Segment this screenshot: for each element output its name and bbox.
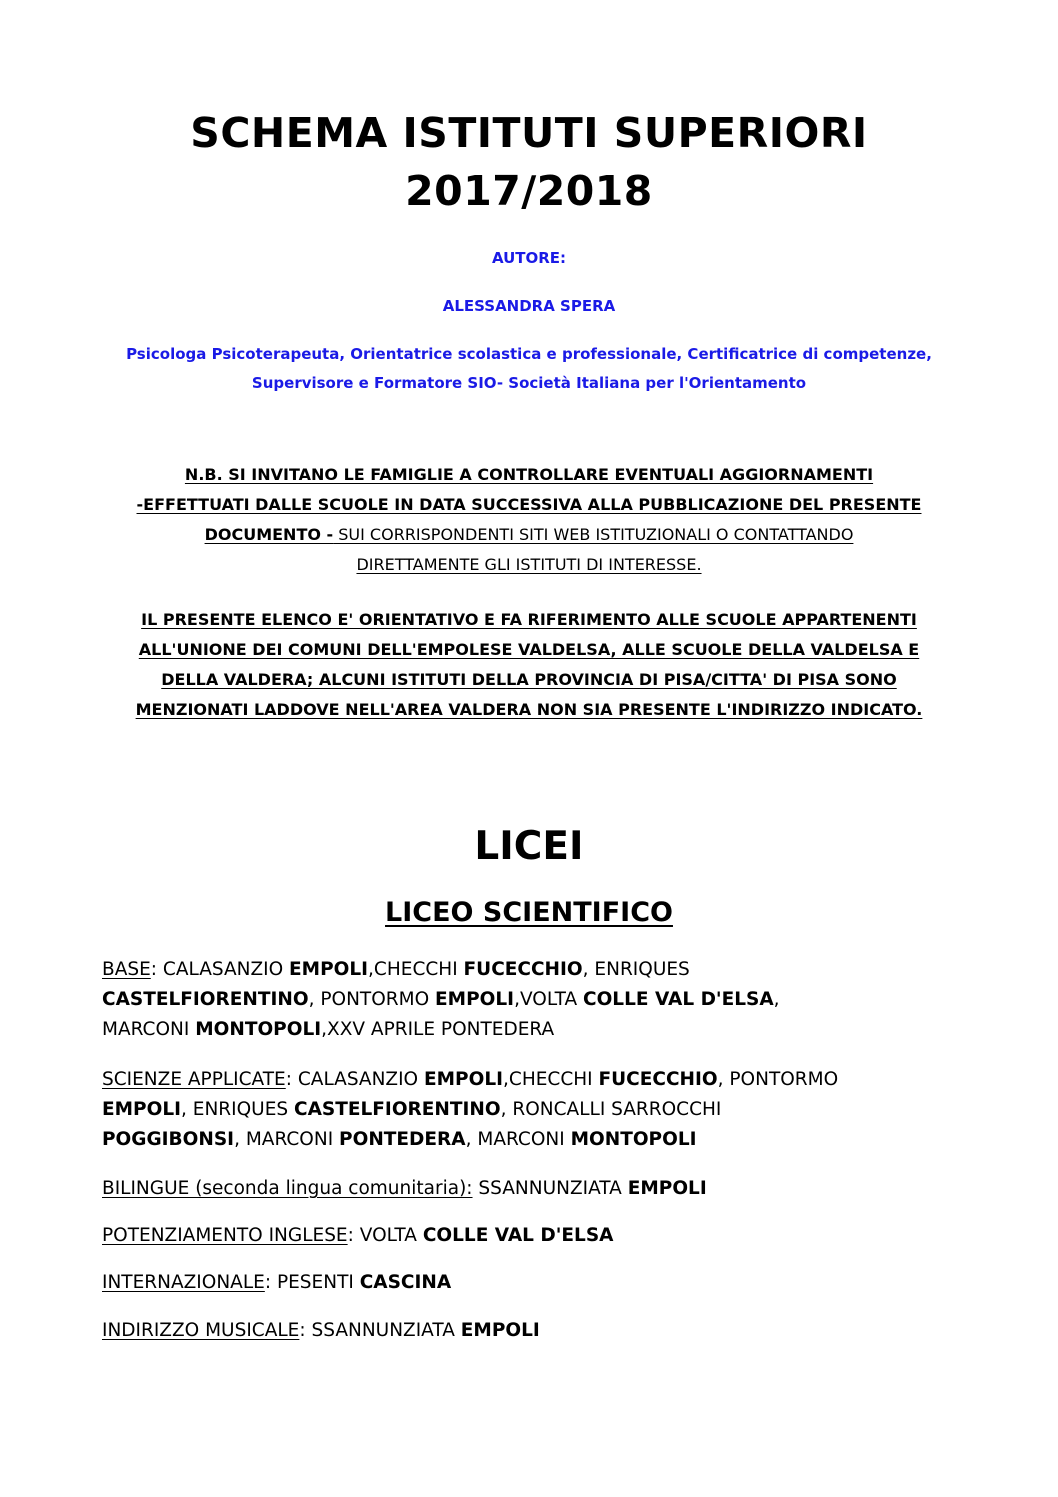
- item-label: INDIRIZZO MUSICALE: [102, 1320, 300, 1341]
- update-notice-line2: -EFFETTUATI DALLE SCUOLE IN DATA SUCCESSIVA ALLA PUBBLICAZIONE DEL PRESENTE: [136, 495, 922, 514]
- list-item-base: BASE: CALASANZIO EMPOLI,CHECCHI FUCECCHIO, ENRIQUES CASTELFIORENTINO, PONTORMO EMPOLI,VOLTA COLLE VAL D'ELSA, MARCONI MONTOPOLI,XXV APRILE PONTEDERA: [102, 959, 780, 1040]
- scope-notice-line4: MENZIONATI LADDOVE NELL'AREA VALDERA NON SIA PRESENTE L'INDIRIZZO INDICATO.: [135, 700, 923, 719]
- scope-notice-line2: ALL'UNIONE DEI COMUNI DELL'EMPOLESE VALDELSA, ALLE SCUOLE DELLA VALDELSA E: [138, 640, 920, 659]
- subsection-heading-liceo-scientifico: LICEO SCIENTIFICO: [385, 897, 673, 928]
- update-notice-line4: DIRETTAMENTE GLI ISTITUTI DI INTERESSE.: [356, 555, 702, 574]
- author-bio-line2: Supervisore e Formatore SIO- Società Italiana per l'Orientamento: [251, 374, 807, 392]
- item-label: INTERNAZIONALE: [102, 1272, 265, 1293]
- author-name: ALESSANDRA SPERA: [442, 297, 616, 315]
- list-item-bilingue: BILINGUE (seconda lingua comunitaria): SSANNUNZIATA EMPOLI: [102, 1178, 707, 1199]
- list-item-internazionale: INTERNAZIONALE: PESENTI CASCINA: [102, 1272, 452, 1293]
- list-item-indirizzo-musicale: INDIRIZZO MUSICALE: SSANNUNZIATA EMPOLI: [102, 1320, 540, 1341]
- item-label: POTENZIAMENTO INGLESE: [102, 1225, 348, 1246]
- item-label: BILINGUE (seconda lingua comunitaria):: [102, 1178, 473, 1199]
- item-label: SCIENZE APPLICATE: [102, 1069, 286, 1090]
- section-heading-licei: LICEI: [474, 824, 584, 869]
- document-title-line1: SCHEMA ISTITUTI SUPERIORI: [190, 109, 868, 157]
- scope-notice: [80, 605, 978, 725]
- update-notice: [80, 460, 978, 580]
- document-title-line2: 2017/2018: [405, 167, 653, 215]
- update-notice-line3a: DOCUMENTO -: [204, 525, 334, 544]
- list-item-scienze-applicate: SCIENZE APPLICATE: CALASANZIO EMPOLI,CHECCHI FUCECCHIO, PONTORMO EMPOLI, ENRIQUES CASTELFIORENTINO, RONCALLI SARROCCHI POGGIBONSI, MARCONI PONTEDERA, MARCONI MONTOPOLI: [102, 1069, 839, 1150]
- list-item-potenziamento-inglese: POTENZIAMENTO INGLESE: VOLTA COLLE VAL D'ELSA: [102, 1225, 614, 1246]
- scope-notice-line1: IL PRESENTE ELENCO E' ORIENTATIVO E FA RIFERIMENTO ALLE SCUOLE APPARTENENTI: [141, 610, 917, 629]
- update-notice-line3b: SUI CORRISPONDENTI SITI WEB ISTITUZIONALI O CONTATTANDO: [333, 525, 854, 544]
- author-bio-line1: Psicologa Psicoterapeuta, Orientatrice scolastica e professionale, Certificatrice di competenze,: [126, 345, 932, 363]
- scope-notice-line3: DELLA VALDERA; ALCUNI ISTITUTI DELLA PROVINCIA DI PISA/CITTA' DI PISA SONO: [161, 670, 897, 689]
- item-label: BASE: [102, 959, 151, 980]
- update-notice-line1: N.B. SI INVITANO LE FAMIGLIE A CONTROLLARE EVENTUALI AGGIORNAMENTI: [184, 465, 874, 484]
- author-label: AUTORE:: [491, 249, 567, 267]
